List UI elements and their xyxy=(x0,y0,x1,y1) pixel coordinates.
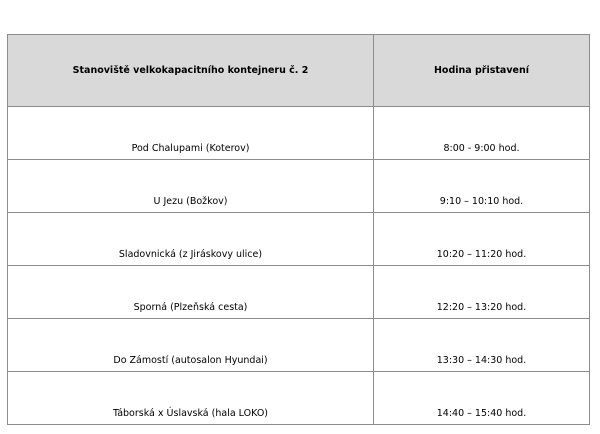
row-time: 9:10 – 10:10 hod. xyxy=(374,160,590,213)
table-row xyxy=(8,107,590,160)
row-location: U Jezu (Božkov) xyxy=(8,160,374,213)
row-time: 10:20 – 11:20 hod. xyxy=(374,213,590,266)
table-row xyxy=(8,160,590,213)
table-body xyxy=(8,107,590,425)
row-time: 12:20 – 13:20 hod. xyxy=(374,266,590,319)
row-location: Pod Chalupami (Koterov) xyxy=(8,107,374,160)
header-row xyxy=(8,35,590,107)
table-row xyxy=(8,266,590,319)
row-time: 14:40 – 15:40 hod. xyxy=(374,372,590,425)
row-location: Sladovnická (z Jiráskovy ulice) xyxy=(8,213,374,266)
table-header xyxy=(8,35,590,107)
row-location: Sporná (Plzeňská cesta) xyxy=(8,266,374,319)
row-location: Do Zámostí (autosalon Hyundai) xyxy=(8,319,374,372)
row-time: 13:30 – 14:30 hod. xyxy=(374,319,590,372)
table-row xyxy=(8,213,590,266)
header-location: Stanoviště velkokapacitního kontejneru č. 2 xyxy=(8,35,374,107)
row-time: 8:00 - 9:00 hod. xyxy=(374,107,590,160)
table-row xyxy=(8,319,590,372)
container-schedule-table xyxy=(7,34,590,425)
table-row xyxy=(8,372,590,425)
header-time: Hodina přistavení xyxy=(374,35,590,107)
row-location: Táborská x Úslavská (hala LOKO) xyxy=(8,372,374,425)
